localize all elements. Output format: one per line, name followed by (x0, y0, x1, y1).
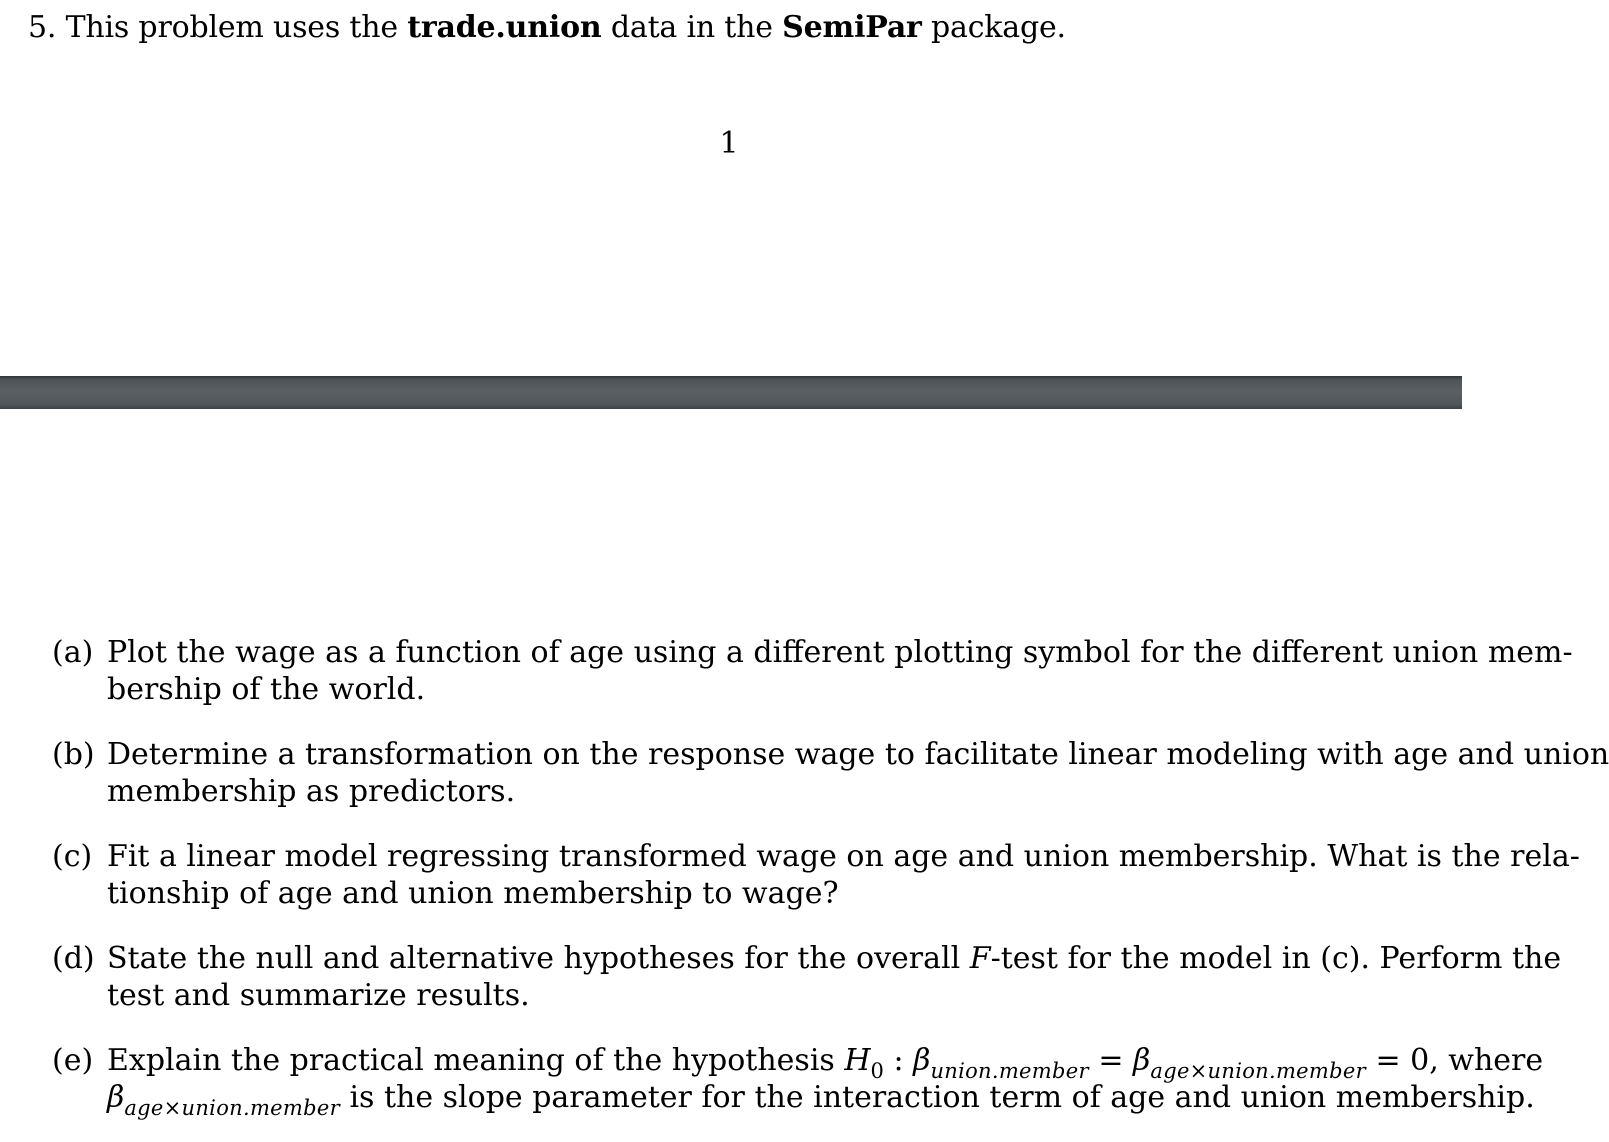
page-number: 1 (719, 126, 739, 161)
math-subscript: union.member (930, 1059, 1089, 1083)
part-line: Fit a linear model regressing transformed wage on age and union membership. What is the rela- (107, 839, 1580, 874)
part-line (107, 671, 1429, 708)
page-top (0, 0, 1462, 376)
part-label: (e) (52, 1043, 94, 1078)
math-variable: F (969, 941, 991, 976)
part-label: (c) (52, 839, 93, 874)
part-text: is the slope parameter for the interaction term of age and union membership. (349, 1080, 1535, 1115)
part-text: -test for the model in (c). Perform the (990, 941, 1562, 976)
part-line-text: bership of the world. (107, 672, 426, 707)
math-subscript: age×union.member (1150, 1059, 1366, 1083)
part-line (107, 1079, 1535, 1120)
math-operator: : (883, 1043, 914, 1078)
dataset-name: trade.union (407, 10, 602, 45)
part-line (107, 940, 1562, 977)
math-variable: H (844, 1043, 871, 1078)
part-text: State the null and alternative hypotheses for the overall (107, 941, 961, 976)
math-beta: β (1133, 1043, 1151, 1078)
part-label: (a) (52, 635, 94, 670)
part-line: membership as predictors. (107, 774, 516, 809)
part-line: Determine a transformation on the response wage to facilitate linear modeling with age and union (107, 737, 1609, 772)
problem-stem (28, 8, 1066, 48)
stem-text-middle: data in the (610, 10, 773, 45)
math-subscript: 0 (870, 1059, 884, 1083)
part-text: = 0, where (1365, 1043, 1544, 1078)
math-operator: = (1088, 1043, 1134, 1078)
part-line: Plot the wage as a function of age using a different plotting symbol for the different union mem- (107, 635, 1573, 670)
part-line: tionship of age and union membership to wage? (107, 876, 839, 911)
part-line (107, 1042, 1544, 1083)
math-subscript: age×union.member (124, 1096, 340, 1120)
page-separator (0, 376, 1462, 409)
problem-number: 5. (28, 10, 57, 45)
math-beta: β (913, 1043, 931, 1078)
part-label: (d) (52, 941, 95, 976)
part-label: (b) (52, 737, 95, 772)
stem-text-after: package. (931, 10, 1066, 45)
package-name: SemiPar (782, 10, 922, 45)
part-line: test and summarize results. (107, 978, 530, 1013)
math-beta: β (107, 1080, 125, 1115)
part-text: Explain the practical meaning of the hypothesis (107, 1043, 835, 1078)
page-bottom (0, 409, 1609, 1142)
stem-text-before: This problem uses the (65, 10, 398, 45)
